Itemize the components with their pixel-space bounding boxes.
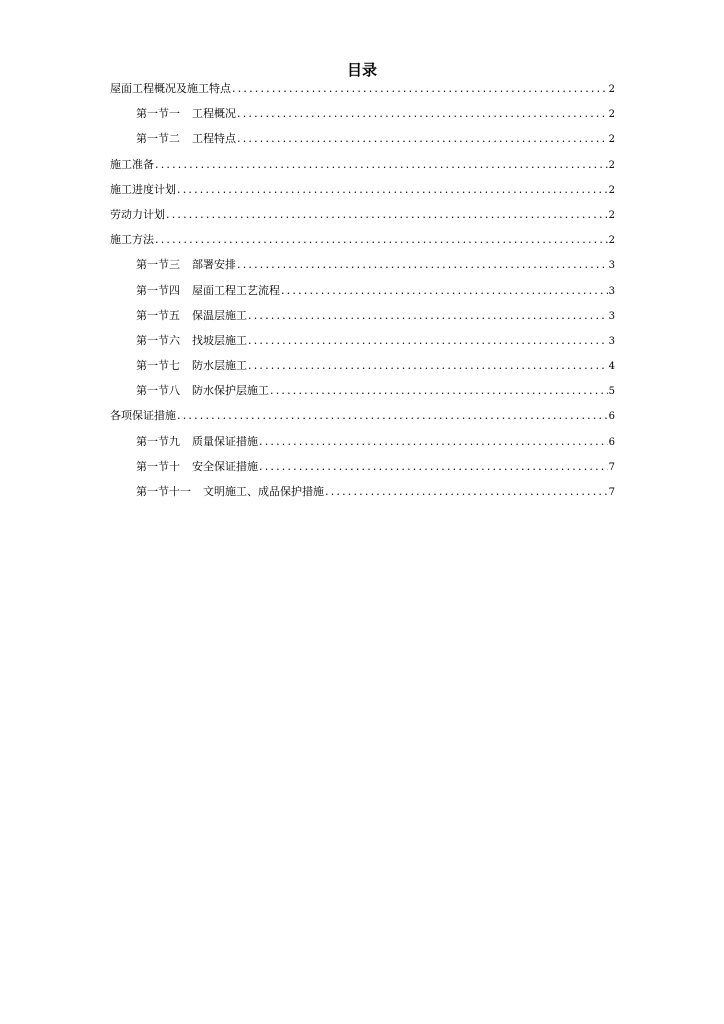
toc-entry[interactable]	[110, 231, 615, 256]
toc-entry-title: 施工进度计划	[110, 182, 176, 196]
toc-dot-leader	[177, 181, 608, 199]
toc-entry-page-number: 7	[608, 487, 615, 498]
toc-entry-title: 安全保证措施	[192, 459, 258, 473]
toc-entry-page-number: 2	[608, 184, 615, 196]
toc-entry[interactable]	[110, 357, 615, 382]
toc-dot-leader	[166, 206, 608, 224]
toc-entry-label	[136, 256, 236, 274]
toc-entry-page-number: 3	[608, 335, 615, 347]
toc-entry[interactable]	[110, 282, 615, 307]
toc-entry-label	[136, 307, 247, 325]
toc-entry-number: 第一节五	[136, 308, 180, 322]
toc-entry-page-number: 2	[608, 209, 615, 221]
toc-entry-label	[110, 231, 154, 249]
toc-dot-leader	[325, 483, 608, 501]
toc-entry-label	[136, 357, 247, 375]
toc-entry[interactable]	[110, 256, 615, 281]
toc-dot-leader	[237, 105, 608, 123]
toc-entry-title: 部署安排	[192, 258, 236, 272]
toc-entry-page-number: 2	[608, 134, 615, 146]
toc-entry-title: 屋面工程概况及施工特点	[110, 82, 231, 95]
toc-entry-title: 质量保证措施	[192, 434, 258, 448]
toc-entry-number: 第一节三	[136, 258, 180, 272]
toc-entry-page-number: 2	[608, 84, 615, 95]
toc-entry-number: 第一节十一	[136, 485, 191, 498]
toc-entry-label	[110, 156, 154, 174]
toc-entry-label	[110, 206, 165, 224]
toc-entry[interactable]	[110, 181, 615, 206]
toc-entry[interactable]	[110, 407, 615, 432]
toc-entry-title: 找坡层施工	[192, 333, 247, 347]
toc-entry-number: 第一节九	[136, 434, 180, 448]
toc-dot-leader	[232, 80, 608, 98]
toc-entry-title: 工程概况	[192, 107, 236, 121]
toc-entry[interactable]	[110, 206, 615, 231]
toc-dot-leader	[155, 231, 608, 249]
toc-entry-number: 第一节六	[136, 333, 180, 347]
toc-entry-title: 各项保证措施	[110, 409, 176, 423]
toc-list	[110, 80, 615, 508]
toc-dot-leader	[155, 156, 608, 174]
toc-entry[interactable]	[110, 433, 615, 458]
toc-entry-title: 防水保护层施工	[192, 384, 269, 398]
toc-entry-page-number: 3	[608, 285, 615, 297]
toc-entry-title: 劳动力计划	[110, 207, 165, 221]
toc-entry-label	[136, 483, 324, 501]
toc-entry-label	[110, 407, 176, 425]
toc-entry-page-number: 3	[608, 310, 615, 322]
toc-dot-leader	[177, 407, 608, 425]
toc-entry-label	[110, 181, 176, 199]
toc-entry-page-number: 6	[608, 436, 615, 448]
toc-entry-page-number: 2	[608, 159, 615, 171]
toc-entry[interactable]	[110, 156, 615, 181]
toc-entry-page-number: 3	[608, 260, 615, 272]
toc-entry[interactable]	[110, 307, 615, 332]
toc-entry[interactable]	[110, 483, 615, 508]
toc-entry-title: 施工准备	[110, 157, 154, 171]
toc-entry-title: 防水层施工	[192, 359, 247, 373]
toc-entry-label	[136, 433, 258, 451]
toc-entry[interactable]	[110, 382, 615, 407]
toc-dot-leader	[248, 307, 608, 325]
toc-entry-title: 文明施工、成品保护措施	[203, 485, 324, 498]
toc-entry-page-number: 2	[608, 235, 615, 247]
toc-entry-number: 第一节七	[136, 359, 180, 373]
toc-entry-label	[136, 130, 236, 148]
toc-dot-leader	[281, 282, 608, 300]
toc-entry-page-number: 6	[608, 411, 615, 423]
toc-dot-leader	[248, 357, 608, 375]
toc-entry[interactable]	[110, 80, 615, 105]
toc-dot-leader	[259, 433, 608, 451]
toc-entry-number: 第一节十	[136, 459, 180, 473]
toc-entry[interactable]	[110, 130, 615, 155]
toc-entry-title: 工程特点	[192, 132, 236, 146]
toc-entry-title: 屋面工程工艺流程	[192, 283, 280, 297]
toc-entry-page-number: 5	[608, 386, 615, 398]
toc-entry-number: 第一节四	[136, 283, 180, 297]
toc-dot-leader	[237, 256, 608, 274]
toc-entry-label	[136, 105, 236, 123]
toc-entry[interactable]	[110, 105, 615, 130]
toc-entry-label	[136, 282, 280, 300]
toc-entry-number: 第一节八	[136, 384, 180, 398]
toc-entry-page-number: 7	[608, 461, 615, 473]
toc-entry-label	[136, 332, 247, 350]
toc-dot-leader	[259, 458, 608, 476]
toc-entry-title: 施工方法	[110, 233, 154, 247]
toc-entry-label	[136, 458, 258, 476]
toc-dot-leader	[248, 332, 608, 350]
toc-entry-number: 第一节一	[136, 107, 180, 121]
toc-entry-page-number: 2	[608, 109, 615, 121]
toc-entry-label	[110, 80, 231, 98]
toc-title: 目录	[346, 61, 377, 79]
toc-dot-leader	[270, 382, 608, 400]
toc-entry-label	[136, 382, 269, 400]
toc-entry-page-number: 4	[608, 361, 615, 373]
toc-entry-number: 第一节二	[136, 132, 180, 146]
toc-dot-leader	[237, 130, 608, 148]
toc-entry[interactable]	[110, 332, 615, 357]
toc-entry-title: 保温层施工	[192, 308, 247, 322]
toc-entry[interactable]	[110, 458, 615, 483]
